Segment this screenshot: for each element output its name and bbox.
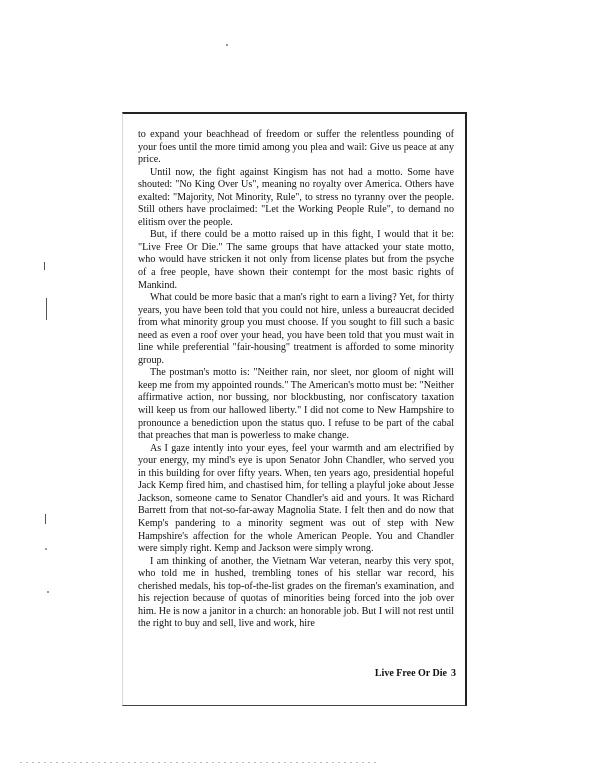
page-number: 3	[451, 668, 456, 679]
paragraph: But, if there could be a motto raised up in this fight, I would that it be: "Live Free Or Die." The same groups that have attacked your state motto, who would have stricken it not only from license plates but from the psyche of a free people, have shown their contempt for the most basic rights of Mankind.	[138, 229, 454, 291]
scan-artifact-bottom-edge	[20, 762, 380, 763]
scan-artifact-speck	[47, 591, 49, 593]
scan-artifact-speck	[226, 44, 228, 46]
paragraph: The postman's motto is: "Neither rain, nor sleet, nor gloom of night will keep me from my appointed rounds." The American's motto must be: "Neither affirmative action, nor bussing, nor blockbusting, nor confiscatory taxation will keep us from our hallowed liberty." I did not come to New Hampshire to pronounce a benediction upon the status quo. I refuse to be part of the cabal that preaches that man is powerless to make change.	[138, 367, 454, 442]
page-footer	[340, 668, 456, 679]
body-text	[138, 129, 454, 631]
scan-artifact-mark	[45, 514, 46, 524]
paragraph: Until now, the fight against Kingism has not had a motto. Some have shouted: "No King Over Us", meaning no royalty over America. Others have exalted: "Majority, Not Minority, Rule", to stress no tyranny over the people. Still others have proclaimed: "Let the Working People Rule", to demand no elitism over the people.	[138, 166, 454, 228]
paragraph: As I gaze intently into your eyes, feel your warmth and am electrified by your energy, my mind's eye is upon Senator John Chandler, who served you in this building for over fifty years. When, ten years ago, presidential hopeful Jack Kemp fired him, and chastised him, for telling a playful joke about Jesse Jackson, someone came to Senator Chandler's aid and yours. It was Richard Barrett from that not-so-far-away Magnolia State. I felt then and do now that Kemp's pandering to a minority segment was out of step with New Hampshire's affection for the whole American People. You and Chandler were simply right. Kemp and Jackson were simply wrong.	[138, 442, 454, 555]
scan-artifact-mark	[44, 262, 45, 270]
scan-artifact-mark	[46, 298, 47, 320]
scan-artifact-speck	[45, 548, 47, 550]
paragraph: What could be more basic that a man's right to earn a living? Yet, for thirty years, you have been told that you could not hire, unless a bureaucrat decided from what minority group you must choose. If you sought to fill such a basic need as even a roof over your head, you have been told that you must wait in line while preferential "fair-housing" treatment is afforded to some minority group.	[138, 292, 454, 366]
paragraph: I am thinking of another, the Vietnam War veteran, nearby this very spot, who told me in hushed, trembling tones of his stellar war record, his cherished medals, his top-of-the-list grades on the fireman's examination, and his rejection because of quotas of minorities being forced into the job over him. He is now a janitor in a church: an honorable job. But I will not rest until the right to buy and sell, live and work, hire	[138, 555, 454, 630]
paragraph: to expand your beachhead of freedom or suffer the relentless pounding of your foes until the more timid among you plea and wail: Give us peace at any price.	[138, 129, 454, 166]
running-title: Live Free Or Die	[374, 668, 447, 679]
